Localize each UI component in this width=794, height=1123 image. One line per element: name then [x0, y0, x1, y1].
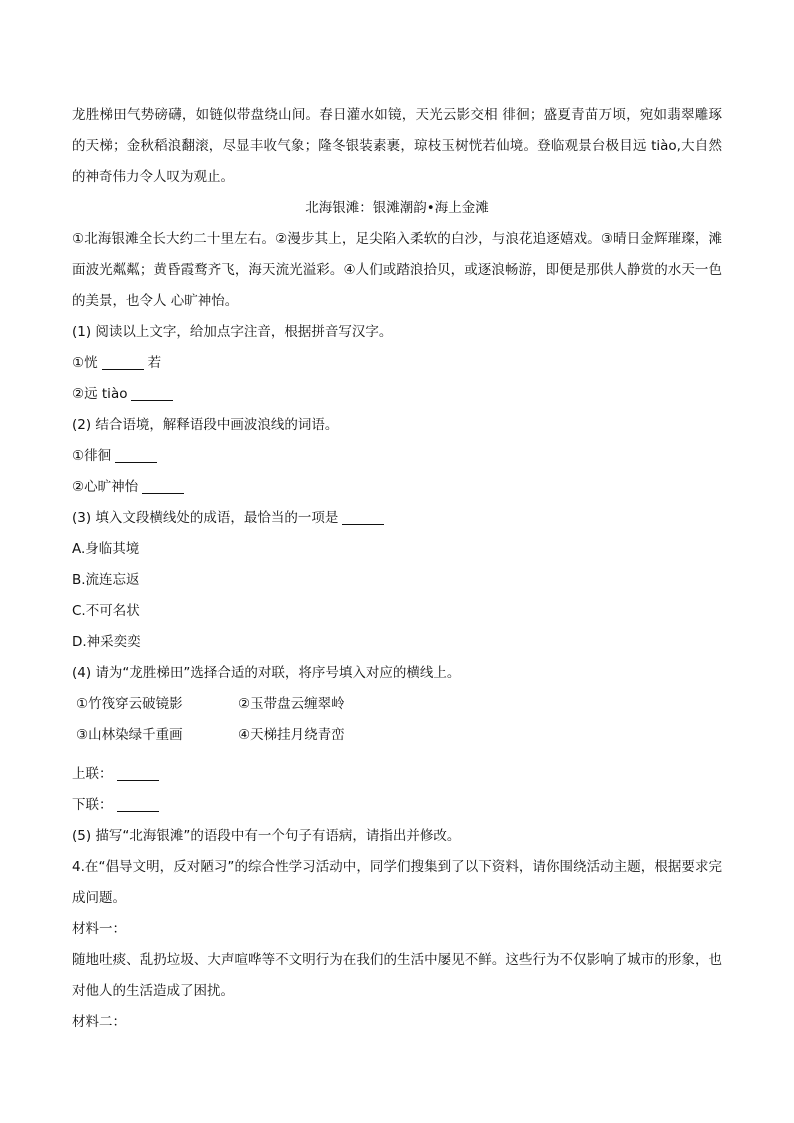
answer-blank[interactable]: [102, 368, 144, 370]
answer-blank[interactable]: [117, 779, 159, 781]
couplet-option-1: ①竹筏穿云破镜影: [76, 696, 183, 712]
passage-intro: 龙胜梯田气势磅礴，如链似带盘绕山间。春日灌水如镜，天光云影交相 徘徊；盛夏青苗万顷，宛如翡翠雕琢的天梯；金秋稻浪翻滚，尽显丰收气象；隆冬银装素裹，琼枝玉树恍若仙境。登临观景台极目远 tiào,大自然的神奇伟力令人叹为观止。: [72, 107, 722, 185]
answer-blank[interactable]: [142, 492, 184, 494]
couplet-row: [72, 720, 722, 751]
couplet-option-4: ④天梯挂月绕青峦: [238, 727, 345, 743]
q1-item-a: [72, 348, 722, 379]
section-title: 北海银滩：银滩潮韵•海上金滩: [305, 200, 489, 216]
q3-prompt: [72, 503, 722, 534]
q2-item-b: [72, 472, 722, 503]
q1-item-a-prefix: ①恍: [72, 355, 98, 371]
couplet-option-3: ③山林染绿千重画: [76, 727, 183, 743]
q2-prompt: (2) 结合语境，解释语段中画波浪线的词语。: [72, 417, 339, 433]
q5-prompt: (5) 描写“北海银滩”的语段中有一个句子有语病，请指出并修改。: [72, 828, 461, 844]
q4-prompt: (4) 请为“龙胜梯田”选择合适的对联，将序号填入对应的横线上。: [72, 665, 461, 681]
answer-blank[interactable]: [342, 523, 384, 525]
document-page: [72, 100, 722, 1038]
question4-intro: 4.在“倡导文明，反对陋习”的综合性学习活动中，同学们搜集到了以下资料，请你围绕活动主题，根据要求完成问题。: [72, 859, 722, 906]
q1-item-a-suffix: 若: [147, 355, 162, 371]
q3-prompt-text: (3) 填入文段横线处的成语，最恰当的一项是: [72, 510, 339, 526]
q3-option-a: A.身临其境: [72, 541, 140, 557]
answer-blank[interactable]: [131, 399, 173, 401]
answer-blank[interactable]: [115, 461, 157, 463]
q1-item-b: [72, 379, 722, 410]
q2-item-a: [72, 441, 722, 472]
q1-prompt: (1) 阅读以上文字，给加点字注音，根据拼音写汉字。: [72, 324, 393, 340]
material2-label: 材料二：: [72, 1014, 126, 1030]
material1-text: 随地吐痰、乱扔垃圾、大声喧哗等不文明行为在我们的生活中屡见不鲜。这些行为不仅影响了城市的形象，也对他人的生活造成了困扰。: [72, 952, 722, 999]
upper-couplet-line: [72, 759, 722, 790]
couplet-option-2: ②玉带盘云缠翠岭: [238, 696, 345, 712]
lower-couplet-line: [72, 790, 722, 821]
q2-item-b-prefix: ②心旷神怡: [72, 479, 139, 495]
q1-item-b-prefix: ②远 tiào: [72, 386, 128, 402]
q3-option-d: D.神采奕奕: [72, 634, 141, 650]
lower-couplet-label: 下联：: [72, 797, 113, 813]
material1-label: 材料一：: [72, 921, 126, 937]
q3-option-b: B.流连忘返: [72, 572, 140, 588]
answer-blank[interactable]: [117, 810, 159, 812]
couplet-row: [72, 689, 722, 720]
q3-option-c: C.不可名状: [72, 603, 140, 619]
upper-couplet-label: 上联：: [72, 766, 113, 782]
q2-item-a-prefix: ①徘徊: [72, 448, 112, 464]
section-paragraph: ①北海银滩全长大约二十里左右。②漫步其上，足尖陷入柔软的白沙，与浪花追逐嬉戏。③晴日金辉璀璨，滩面波光粼粼；黄昏霞鹜齐飞，海天流光溢彩。④人们或踏浪拾贝，或逐浪畅游，即便是那供人静赏的水天一色的美景，也令人 心旷神怡。: [72, 231, 722, 309]
